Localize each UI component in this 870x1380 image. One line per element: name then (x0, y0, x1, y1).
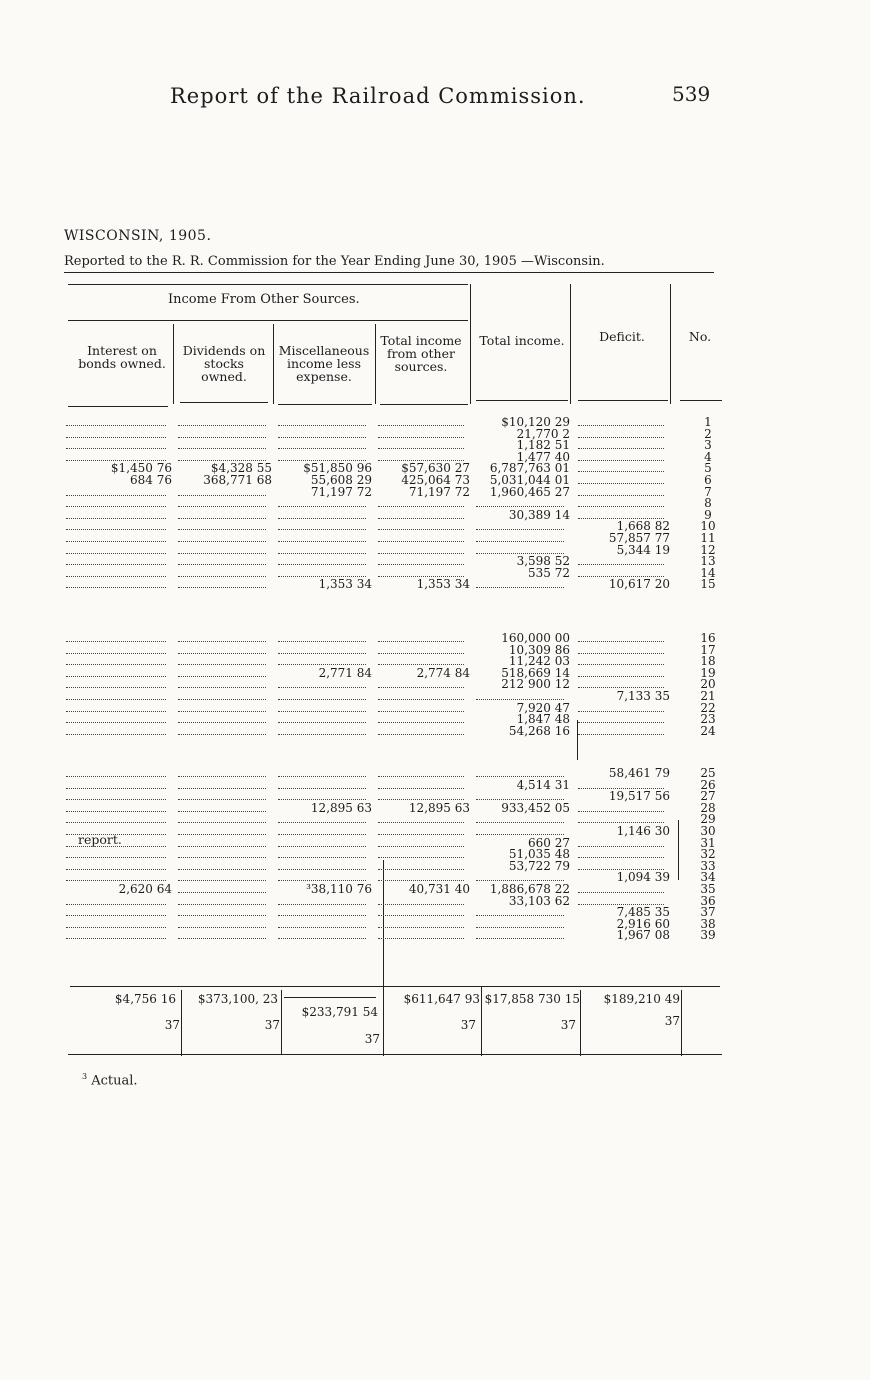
row-number: 6 (704, 473, 712, 487)
total-cell: 1,182 51 (516, 438, 570, 452)
deficit-leader-dots (578, 505, 664, 507)
dividends-leader-dots (178, 424, 266, 426)
col-header-dividends: Dividends on stocks owned. (182, 343, 266, 384)
dividends-leader-dots (178, 640, 266, 642)
row-number: 37 (700, 905, 716, 919)
col-header-total-other: Total income from other sources. (380, 333, 462, 374)
interest-leader-dots (66, 698, 166, 700)
misc-leader-dots (278, 868, 366, 870)
total-interest: $4,756 16 (114, 992, 176, 1006)
total-other-leader-dots (378, 787, 464, 789)
interest-leader-dots (66, 563, 166, 565)
dividends-leader-dots (178, 733, 266, 735)
total-leader-dots (476, 505, 564, 507)
misc-leader-dots (278, 552, 366, 554)
total-other-leader-dots (378, 447, 464, 449)
deficit-leader-dots (578, 663, 664, 665)
misc-leader-dots (278, 540, 366, 542)
total-other-leader-dots (378, 868, 464, 870)
misc-leader-dots (278, 821, 366, 823)
group-header: Income From Other Sources. (168, 292, 360, 307)
total-cell: 1,886,678 22 (489, 882, 570, 896)
misc-leader-dots (278, 833, 366, 835)
total-other-leader-dots (378, 914, 464, 916)
misc-leader-dots (278, 733, 366, 735)
misc-leader-dots (278, 505, 366, 507)
row-number: 38 (700, 917, 716, 931)
misc-leader-dots (278, 845, 366, 847)
misc-leader-dots (278, 798, 366, 800)
dividends-leader-dots (178, 914, 266, 916)
interest-cell: 684 76 (130, 473, 172, 487)
total-other-cell: 2,774 84 (416, 666, 470, 680)
total-other-leader-dots (378, 710, 464, 712)
bottom-rule (68, 1054, 722, 1055)
misc-leader-dots (278, 937, 366, 939)
total-other-leader-dots (378, 640, 464, 642)
total-cell: 51,035 48 (508, 847, 570, 861)
dividends-cell: $4,328 55 (210, 461, 272, 475)
interest-leader-dots (66, 868, 166, 870)
group-rule (68, 320, 468, 321)
interest-leader-dots (66, 926, 166, 928)
row-number: 17 (700, 643, 716, 657)
dividends-leader-dots (178, 833, 266, 835)
interest-leader-dots (66, 856, 166, 858)
total-leader-dots (476, 798, 564, 800)
dividends-leader-dots (178, 494, 266, 496)
misc-cell: 2,771 84 (318, 666, 372, 680)
total-leader-dots (476, 937, 564, 939)
total-other-leader-dots (378, 856, 464, 858)
total-cell: 30,389 14 (508, 508, 570, 522)
interest-leader-dots (66, 447, 166, 449)
total-cell: 11,242 03 (508, 654, 570, 668)
total-deficit: $189,210 49 (603, 992, 680, 1006)
deficit-leader-dots (578, 733, 664, 735)
deficit-leader-dots (578, 856, 664, 858)
dividends-leader-dots (178, 721, 266, 723)
row-number: 14 (700, 566, 716, 580)
total-cell: 53,722 79 (508, 859, 570, 873)
row-number: 4 (704, 450, 712, 464)
row-number: 30 (700, 824, 716, 838)
row-number: 21 (700, 689, 716, 703)
deficit-leader-dots (578, 891, 664, 893)
misc-leader-dots (278, 447, 366, 449)
interest-leader-dots (66, 810, 166, 812)
total-other-leader-dots (378, 517, 464, 519)
deficit-cell: 1,146 30 (616, 824, 670, 838)
interest-leader-dots (66, 733, 166, 735)
row-number: 7 (704, 485, 712, 499)
footnote-text: Actual. (91, 1073, 138, 1089)
total-other-leader-dots (378, 436, 464, 438)
row-number: 34 (700, 870, 716, 884)
row-number: 18 (700, 654, 716, 668)
total-other-leader-dots (378, 563, 464, 565)
col-header-no: No. (688, 329, 712, 344)
interest-leader-dots (66, 552, 166, 554)
row-number: 1 (704, 415, 712, 429)
deficit-leader-dots (578, 721, 664, 723)
total-cell: 5,031,044 01 (489, 473, 570, 487)
total-cell: 212 900 12 (501, 677, 570, 691)
row-number: 32 (700, 847, 716, 861)
total-other-cell: 12,895 63 (408, 801, 470, 815)
interest-leader-dots (66, 675, 166, 677)
row-number: 16 (700, 631, 716, 645)
interest-leader-dots (66, 575, 166, 577)
total-dividends: $373,100, 23 (197, 992, 278, 1006)
dividends-leader-dots (178, 675, 266, 677)
row-number: 31 (700, 836, 716, 850)
interest-leader-dots (66, 903, 166, 905)
deficit-leader-dots (578, 845, 664, 847)
deficit-cell: 5,344 19 (616, 543, 670, 557)
interest-leader-dots (66, 879, 166, 881)
misc-cell: 55,608 29 (310, 473, 372, 487)
footnote (82, 1072, 138, 1088)
total-leader-dots (476, 775, 564, 777)
total-income: $17,858 730 15 (484, 992, 580, 1006)
deficit-cell: 1,094 39 (616, 870, 670, 884)
total-leader-dots (476, 926, 564, 928)
row-number: 22 (700, 701, 716, 715)
total-other-leader-dots (378, 721, 464, 723)
total-cell: 21,770 2 (516, 427, 570, 441)
total-other-sources: $611,647 93 (403, 992, 480, 1006)
deficit-cell: 19,517 56 (608, 789, 670, 803)
total-leader-dots (476, 914, 564, 916)
row-number: 25 (700, 766, 716, 780)
total-cell: 7,920 47 (516, 701, 570, 715)
dividends-leader-dots (178, 891, 266, 893)
dividends-leader-dots (178, 698, 266, 700)
row-number: 12 (700, 543, 716, 557)
interest-cell: 2,620 64 (118, 882, 172, 896)
dividends-leader-dots (178, 652, 266, 654)
report-note: report. (78, 832, 122, 847)
dividends-leader-dots (178, 586, 266, 588)
total-other-leader-dots (378, 937, 464, 939)
total-other-leader-dots (378, 505, 464, 507)
deficit-leader-dots (578, 686, 664, 688)
deficit-leader-dots (578, 675, 664, 677)
count-total-other: 37 (460, 1018, 476, 1032)
total-other-leader-dots (378, 663, 464, 665)
total-leader-dots (476, 821, 564, 823)
total-leader-dots (476, 528, 564, 530)
count-dividends: 37 (264, 1018, 280, 1032)
dividends-leader-dots (178, 575, 266, 577)
deficit-leader-dots (578, 652, 664, 654)
dividends-leader-dots (178, 563, 266, 565)
deficit-leader-dots (578, 563, 664, 565)
interest-leader-dots (66, 652, 166, 654)
interest-leader-dots (66, 787, 166, 789)
misc-leader-dots (278, 424, 366, 426)
col-header-misc: Miscellaneous income less expense. (278, 343, 370, 384)
deficit-leader-dots (578, 710, 664, 712)
row-number: 15 (700, 577, 716, 591)
total-other-leader-dots (378, 424, 464, 426)
footnote-mark: 3 (82, 1072, 88, 1081)
dividends-leader-dots (178, 856, 266, 858)
misc-leader-dots (278, 698, 366, 700)
total-cell: 3,598 52 (516, 554, 570, 568)
total-other-cell: 71,197 72 (408, 485, 470, 499)
state-heading: WISCONSIN, 1905. (64, 228, 212, 244)
total-cell: $10,120 29 (501, 415, 570, 429)
dividends-leader-dots (178, 540, 266, 542)
total-cell: 1,960,465 27 (489, 485, 570, 499)
dividends-leader-dots (178, 686, 266, 688)
total-other-cell: 40,731 40 (408, 882, 470, 896)
dividends-leader-dots (178, 775, 266, 777)
total-other-leader-dots (378, 698, 464, 700)
interest-leader-dots (66, 775, 166, 777)
total-leader-dots (476, 540, 564, 542)
count-misc: 37 (364, 1032, 380, 1046)
deficit-leader-dots (578, 447, 664, 449)
total-other-leader-dots (378, 926, 464, 928)
interest-leader-dots (66, 914, 166, 916)
misc-leader-dots (278, 652, 366, 654)
misc-cell: 12,895 63 (310, 801, 372, 815)
interest-leader-dots (66, 640, 166, 642)
interest-leader-dots (66, 586, 166, 588)
deficit-cell: 2,916 60 (616, 917, 670, 931)
interest-leader-dots (66, 721, 166, 723)
page-number: 539 (672, 82, 711, 106)
total-cell: 10,309 86 (508, 643, 570, 657)
deficit-leader-dots (578, 459, 664, 461)
count-deficit: 37 (664, 1014, 680, 1028)
total-other-leader-dots (378, 903, 464, 905)
total-other-leader-dots (378, 652, 464, 654)
total-other-cell: 1,353 34 (416, 577, 470, 591)
row-number: 23 (700, 712, 716, 726)
total-other-leader-dots (378, 879, 464, 881)
dividends-leader-dots (178, 663, 266, 665)
total-cell: 6,787,763 01 (489, 461, 570, 475)
row-number: 2 (704, 427, 712, 441)
row-number: 8 (704, 496, 712, 510)
misc-leader-dots (278, 640, 366, 642)
deficit-leader-dots (578, 436, 664, 438)
dividends-leader-dots (178, 787, 266, 789)
deficit-cell: 1,967 08 (616, 928, 670, 942)
count-interest: 37 (164, 1018, 180, 1032)
interest-leader-dots (66, 663, 166, 665)
total-other-cell: $57,630 27 (401, 461, 470, 475)
misc-leader-dots (278, 903, 366, 905)
dividends-leader-dots (178, 903, 266, 905)
dividends-cell: 368,771 68 (203, 473, 272, 487)
row-number: 9 (704, 508, 712, 522)
dividends-leader-dots (178, 926, 266, 928)
row-number: 26 (700, 778, 716, 792)
misc-cell: 1,353 34 (318, 577, 372, 591)
deficit-cell: 57,857 77 (608, 531, 670, 545)
deficit-leader-dots (578, 424, 664, 426)
misc-leader-dots (278, 914, 366, 916)
row-number: 10 (700, 519, 716, 533)
misc-cell: ³38,110 76 (306, 882, 372, 896)
total-cell: 1,477 40 (516, 450, 570, 464)
deficit-cell: 1,668 82 (616, 519, 670, 533)
col-header-interest: Interest on bonds owned. (78, 343, 166, 371)
misc-leader-dots (278, 517, 366, 519)
dividends-leader-dots (178, 552, 266, 554)
count-total: 37 (560, 1018, 576, 1032)
misc-leader-dots (278, 879, 366, 881)
interest-leader-dots (66, 833, 166, 835)
misc-leader-dots (278, 686, 366, 688)
row-number: 24 (700, 724, 716, 738)
dividends-leader-dots (178, 821, 266, 823)
misc-leader-dots (278, 528, 366, 530)
row-number: 33 (700, 859, 716, 873)
misc-leader-dots (278, 563, 366, 565)
total-other-leader-dots (378, 733, 464, 735)
row-number: 29 (700, 812, 716, 826)
total-misc: $233,791 54 (301, 1005, 378, 1019)
row-number: 5 (704, 461, 712, 475)
interest-leader-dots (66, 686, 166, 688)
row-number: 19 (700, 666, 716, 680)
row-number: 28 (700, 801, 716, 815)
total-cell: 33,103 62 (508, 894, 570, 908)
dividends-leader-dots (178, 868, 266, 870)
misc-leader-dots (278, 775, 366, 777)
row-number: 35 (700, 882, 716, 896)
dividends-leader-dots (178, 845, 266, 847)
top-rule (64, 272, 714, 273)
col-header-total: Total income. (479, 333, 565, 348)
total-cell: 660 27 (528, 836, 570, 850)
misc-leader-dots (278, 710, 366, 712)
total-other-leader-dots (378, 833, 464, 835)
total-cell: 160,000 00 (501, 631, 570, 645)
total-other-leader-dots (378, 528, 464, 530)
interest-leader-dots (66, 937, 166, 939)
deficit-cell: 10,617 20 (608, 577, 670, 591)
totals-rule (70, 986, 720, 987)
misc-leader-dots (278, 926, 366, 928)
total-other-leader-dots (378, 821, 464, 823)
interest-cell: $1,450 76 (110, 461, 172, 475)
misc-leader-dots (278, 787, 366, 789)
total-cell: 1,847 48 (516, 712, 570, 726)
misc-cell: $51,850 96 (303, 461, 372, 475)
total-leader-dots (476, 586, 564, 588)
deficit-leader-dots (578, 640, 664, 642)
total-leader-dots (476, 879, 564, 881)
total-other-cell: 425,064 73 (401, 473, 470, 487)
total-other-leader-dots (378, 775, 464, 777)
dividends-leader-dots (178, 528, 266, 530)
row-number: 39 (700, 928, 716, 942)
misc-cell: 71,197 72 (310, 485, 372, 499)
interest-leader-dots (66, 821, 166, 823)
interest-leader-dots (66, 436, 166, 438)
deficit-cell: 58,461 79 (608, 766, 670, 780)
total-cell: 535 72 (528, 566, 570, 580)
total-other-leader-dots (378, 798, 464, 800)
dividends-leader-dots (178, 710, 266, 712)
dividends-leader-dots (178, 436, 266, 438)
interest-leader-dots (66, 798, 166, 800)
deficit-cell: 7,485 35 (616, 905, 670, 919)
dividends-leader-dots (178, 517, 266, 519)
misc-leader-dots (278, 856, 366, 858)
misc-leader-dots (278, 436, 366, 438)
deficit-leader-dots (578, 494, 664, 496)
deficit-leader-dots (578, 821, 664, 823)
upper-rule (68, 284, 468, 285)
total-other-leader-dots (378, 552, 464, 554)
row-number: 13 (700, 554, 716, 568)
total-cell: 54,268 16 (508, 724, 570, 738)
dividends-leader-dots (178, 937, 266, 939)
row-number: 3 (704, 438, 712, 452)
interest-leader-dots (66, 540, 166, 542)
total-leader-dots (476, 698, 564, 700)
row-number: 11 (700, 531, 716, 545)
dividends-leader-dots (178, 879, 266, 881)
running-title: Report of the Railroad Commission. (170, 84, 586, 108)
dividends-leader-dots (178, 505, 266, 507)
row-number: 27 (700, 789, 716, 803)
total-other-leader-dots (378, 686, 464, 688)
interest-leader-dots (66, 845, 166, 847)
deficit-leader-dots (578, 482, 664, 484)
interest-leader-dots (66, 424, 166, 426)
total-cell: 4,514 31 (516, 778, 570, 792)
col-header-deficit: Deficit. (599, 329, 645, 344)
interest-leader-dots (66, 710, 166, 712)
page-header (170, 84, 770, 114)
total-other-leader-dots (378, 845, 464, 847)
deficit-cell: 7,133 35 (616, 689, 670, 703)
misc-leader-dots (278, 721, 366, 723)
total-other-leader-dots (378, 540, 464, 542)
total-cell: 933,452 05 (501, 801, 570, 815)
interest-leader-dots (66, 494, 166, 496)
row-number: 20 (700, 677, 716, 691)
misc-leader-dots (278, 663, 366, 665)
total-cell: 518,669 14 (501, 666, 570, 680)
deficit-leader-dots (578, 810, 664, 812)
total-leader-dots (476, 833, 564, 835)
dividends-leader-dots (178, 798, 266, 800)
interest-leader-dots (66, 517, 166, 519)
dividends-leader-dots (178, 447, 266, 449)
table-caption: Reported to the R. R. Commission for the Year Ending June 30, 1905 —Wisconsin. (64, 254, 605, 269)
deficit-leader-dots (578, 470, 664, 472)
row-number: 36 (700, 894, 716, 908)
interest-leader-dots (66, 528, 166, 530)
dividends-leader-dots (178, 810, 266, 812)
interest-leader-dots (66, 505, 166, 507)
